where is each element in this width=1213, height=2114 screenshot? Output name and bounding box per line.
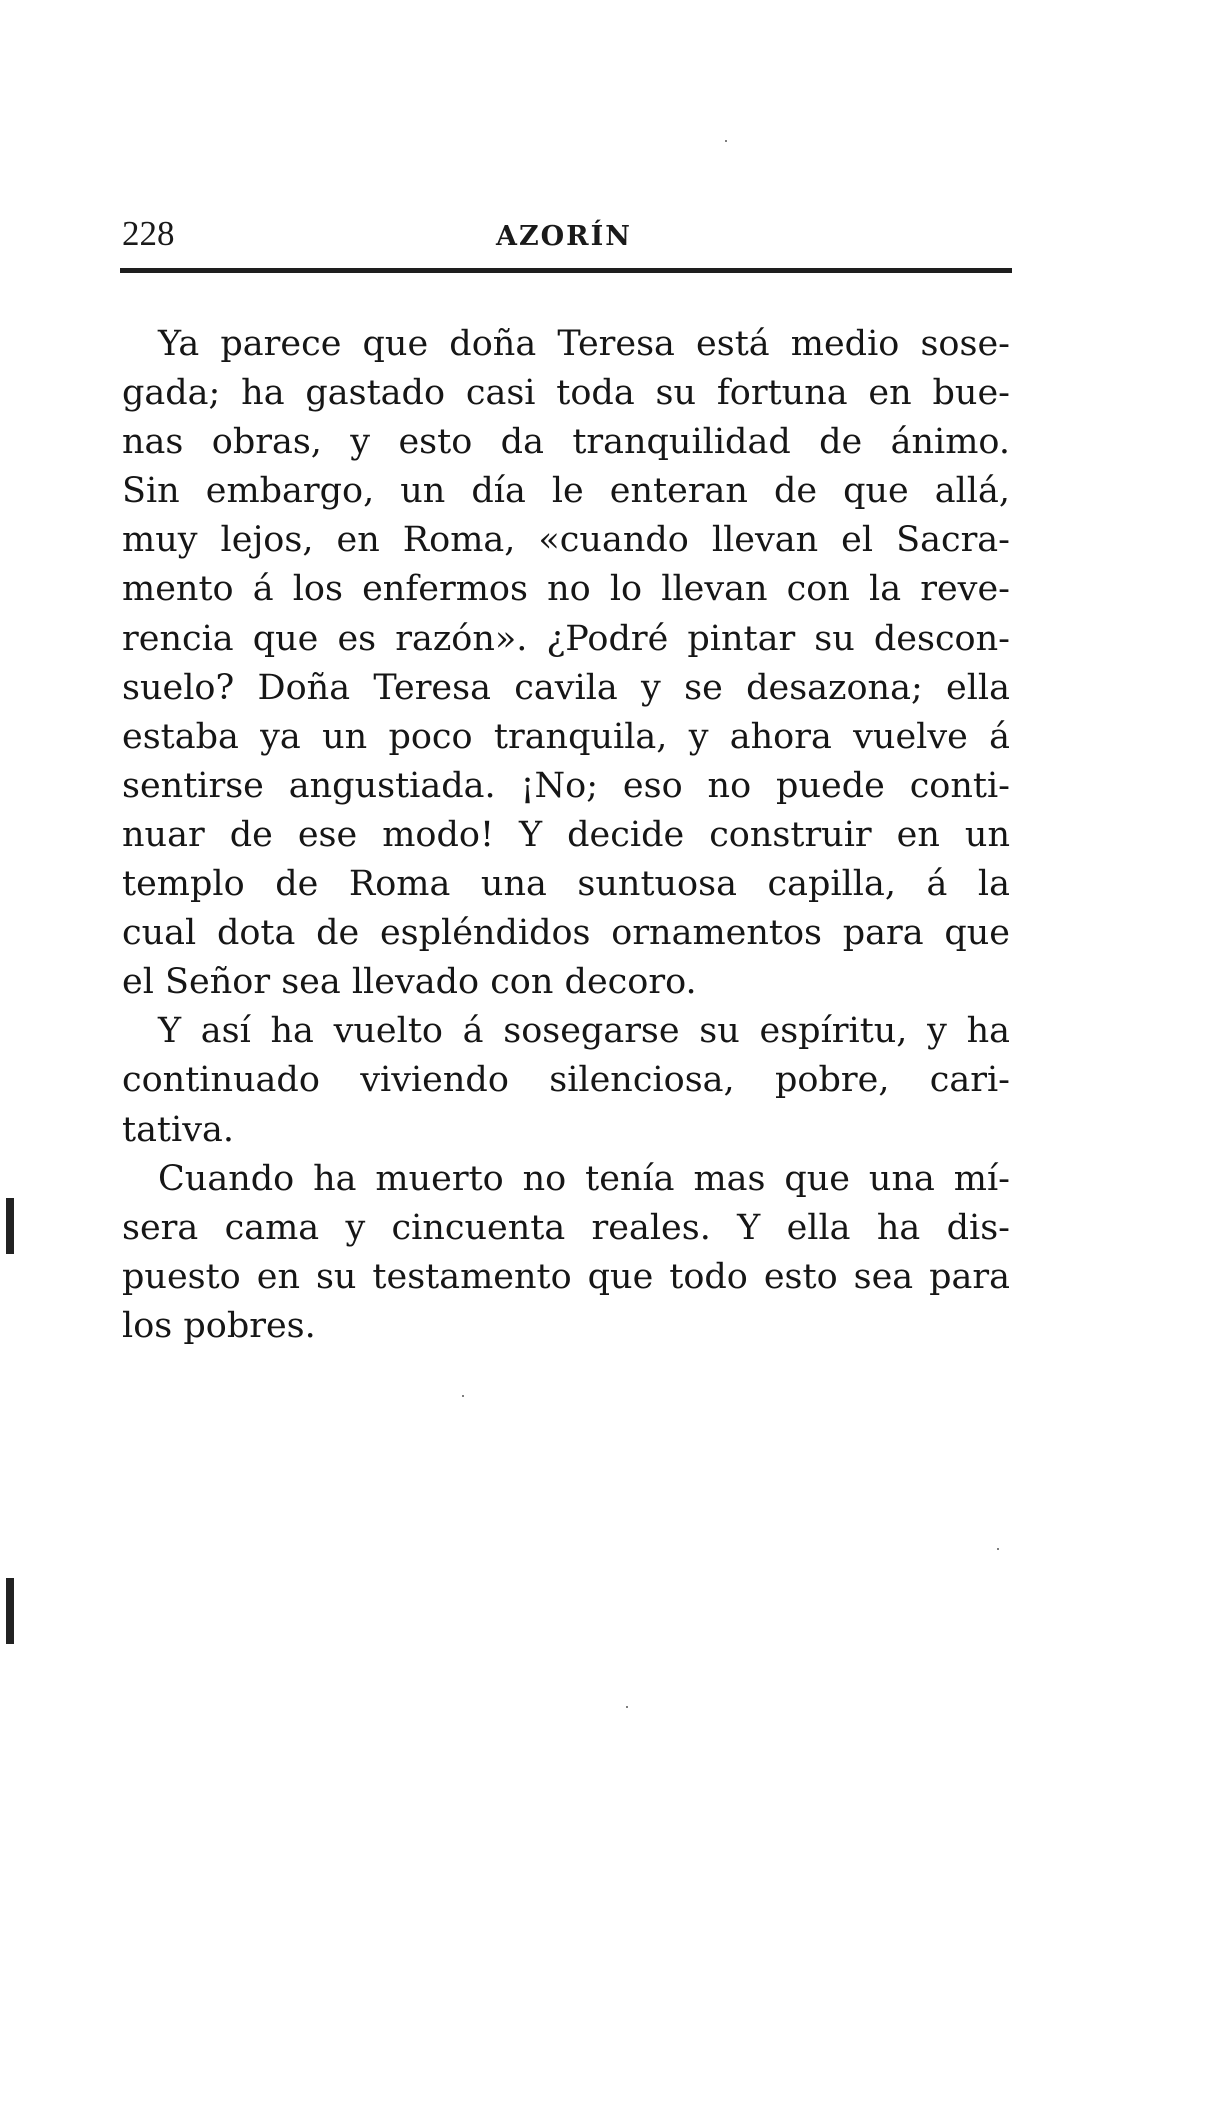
text-line: nas obras, y esto da tranquilidad de ánimo. bbox=[122, 422, 1010, 463]
text-line: Ya parece que doña Teresa está medio sose- bbox=[158, 324, 1010, 364]
running-head: AZORÍN bbox=[496, 221, 632, 252]
text-line: rencia que es razón». ¿Podré pintar su descon- bbox=[122, 618, 1010, 659]
paragraph bbox=[122, 1155, 1010, 1351]
text-line: suelo? Doña Teresa cavila y se desazona; ella bbox=[122, 667, 1010, 708]
text-line: tativa. bbox=[122, 1109, 234, 1150]
scan-speck bbox=[997, 1548, 999, 1550]
paragraph bbox=[122, 1007, 1010, 1154]
scan-speck bbox=[725, 140, 727, 142]
text-line: sentirse angustiada. ¡No; eso no puede conti- bbox=[122, 765, 1010, 806]
text-line: los pobres. bbox=[122, 1305, 316, 1346]
text-line: mento á los enfermos no lo llevan con la reve- bbox=[122, 569, 1010, 610]
page-number: 228 bbox=[122, 214, 175, 253]
paragraph bbox=[122, 320, 1010, 1007]
text-line: el Señor sea llevado con decoro. bbox=[122, 962, 697, 1003]
scan-edge-mark bbox=[6, 1578, 14, 1644]
scan-speck bbox=[462, 1395, 464, 1397]
text-line: templo de Roma una suntuosa capilla, á la bbox=[122, 864, 1010, 905]
text-line: Cuando ha muerto no tenía mas que una mí- bbox=[158, 1158, 1010, 1199]
text-line: sera cama y cincuenta reales. Y ella ha dis- bbox=[122, 1207, 1010, 1248]
text-line: Sin embargo, un día le enteran de que allá, bbox=[122, 471, 1010, 512]
text-line: continuado viviendo silenciosa, pobre, cari- bbox=[122, 1060, 1010, 1101]
header-rule bbox=[120, 268, 1012, 273]
text-line: gada; ha gastado casi toda su fortuna en bue- bbox=[122, 373, 1010, 414]
scan-speck bbox=[626, 1706, 628, 1708]
text-line: nuar de ese modo! Y decide construir en un bbox=[122, 814, 1010, 855]
text-line: cual dota de espléndidos ornamentos para que bbox=[122, 913, 1010, 954]
scan-edge-mark bbox=[6, 1198, 14, 1254]
body-text bbox=[122, 320, 1010, 1351]
text-line: muy lejos, en Roma, «cuando llevan el Sacra- bbox=[122, 520, 1010, 561]
page-header bbox=[122, 208, 1010, 258]
text-line: estaba ya un poco tranquila, y ahora vuelve á bbox=[122, 716, 1010, 757]
text-line: puesto en su testamento que todo esto sea para bbox=[122, 1256, 1010, 1297]
text-line: Y así ha vuelto á sosegarse su espíritu, y ha bbox=[158, 1011, 1010, 1052]
